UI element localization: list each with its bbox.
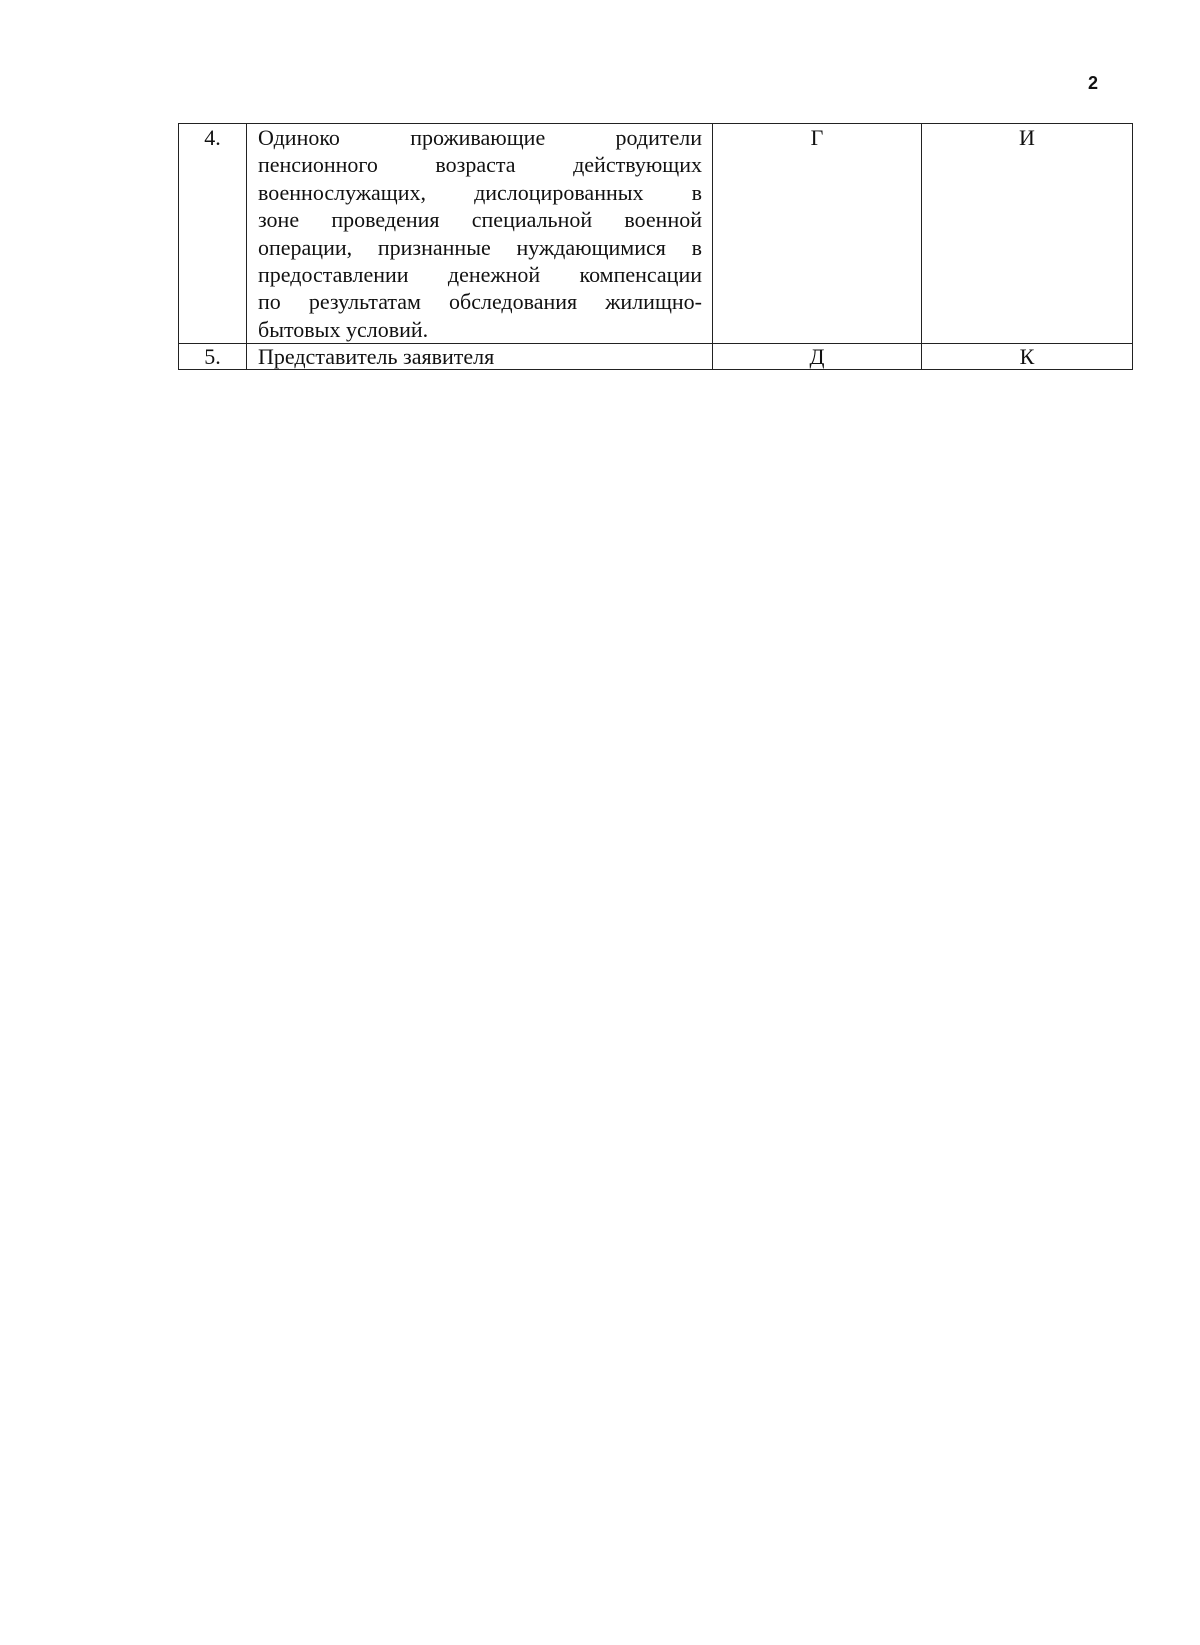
description-line: зоне проведения специальной военной [258,207,702,233]
description-line: Одиноко проживающие родители [258,125,702,150]
description-line: по результатам обследования жилищно- [258,289,702,315]
description-line: операции, признанные нуждающимися в [258,234,702,260]
description-line: бытовых условий. [258,316,429,342]
description-line: военнослужащих, дислоцированных в [258,179,702,205]
row-code-a: Г [713,124,922,344]
row-code-a: Д [713,344,922,370]
row-number: 5. [179,344,247,370]
row-description: Представитель заявителя [247,344,713,370]
row-number: 4. [179,124,247,344]
table-row [179,124,1133,344]
document-table [178,123,1133,370]
table-row [179,344,1133,370]
row-description [247,124,713,344]
description-line: предоставлении денежной компенсации [258,262,702,288]
description-line: пенсионного возраста действующих [258,152,702,178]
row-code-b: И [922,124,1133,344]
page-number: 2 [1088,73,1099,93]
row-code-b: К [922,344,1133,370]
